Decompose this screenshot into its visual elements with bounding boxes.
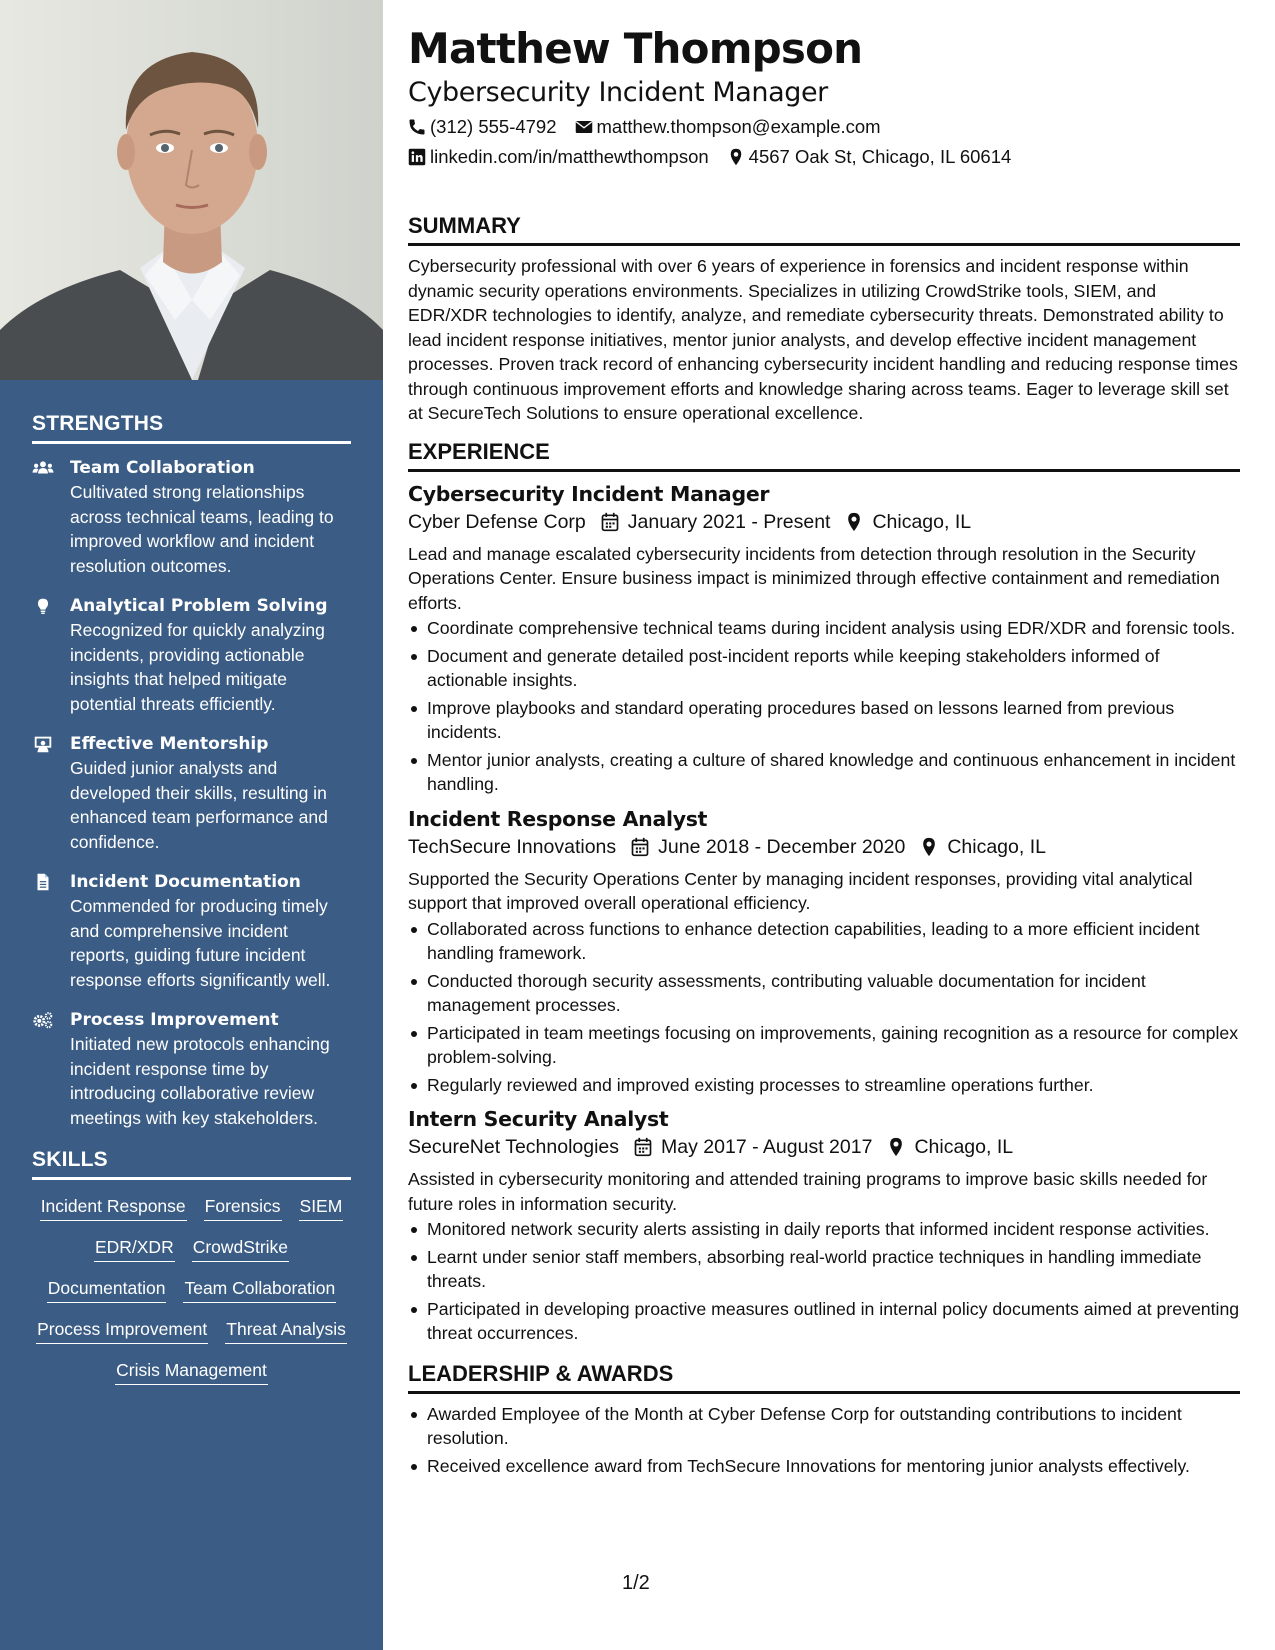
bullet-item: Document and generate detailed post-incident reports while keeping stakeholders informed of actionable insights. <box>408 644 1240 693</box>
page-number: 1/2 <box>622 1572 650 1594</box>
skill-tag: Process Improvement <box>36 1317 208 1344</box>
skill-tag: SIEM <box>299 1194 344 1221</box>
job-description: Supported the Security Operations Center by managing incident responses, providing vital analytical support that improved overall operational efficiency. <box>408 868 1193 913</box>
job-bullets <box>408 616 1240 797</box>
strengths-heading: STRENGTHS <box>32 412 351 444</box>
phone-icon <box>408 118 426 136</box>
contact-row <box>408 114 1240 140</box>
linkedin-text[interactable]: linkedin.com/in/matthewthompson <box>430 146 709 167</box>
gears-icon <box>32 1011 54 1029</box>
main-content <box>408 22 1240 1481</box>
sidebar <box>0 0 383 1650</box>
strength-title: Effective Mentorship <box>70 734 269 754</box>
job-meta <box>408 1133 1240 1161</box>
summary-heading: SUMMARY <box>408 212 1240 246</box>
job-location-text: Chicago, IL <box>872 510 972 533</box>
users-icon <box>32 459 54 477</box>
job-entry <box>408 805 1240 1098</box>
skill-tag: EDR/XDR <box>94 1235 175 1262</box>
strength-title: Process Improvement <box>70 1010 279 1030</box>
skill-tag: Forensics <box>204 1194 282 1221</box>
bullet-item: Conducted thorough security assessments, contributing valuable documentation for incident management processes. <box>408 969 1240 1018</box>
bullet-item: Coordinate comprehensive technical teams during incident analysis using EDR/XDR and forensic tools. <box>408 616 1240 641</box>
strength-item <box>32 1008 351 1130</box>
leadership-bullets <box>408 1402 1240 1479</box>
job-meta <box>408 508 1240 536</box>
map-pin-icon <box>727 148 745 166</box>
job-dates-text: June 2018 - December 2020 <box>658 835 906 858</box>
strength-item <box>32 870 351 992</box>
summary-text: Cybersecurity professional with over 6 years of experience in forensics and incident response within dynamic security operations environments. Specializes in utilizing CrowdStrike tools, SIEM, and EDR/XDR technologies to identify, analyze, and remediate cybersecurity threats. Demonstrated ability to lead incident response initiatives, mentor junior analysts, and develop effective incident management processes. Proven track record of enhancing cybersecurity incident handling and reducing response times through continuous improvement efforts and knowledge sharing across teams. Eager to leverage skill set at SecureTech Solutions to ensure operational excellence. <box>408 256 1238 423</box>
skill-tag: Team Collaboration <box>183 1276 336 1303</box>
strength-desc: Cultivated strong relationships across technical teams, leading to improved workflow and incident resolution outcomes. <box>70 482 334 576</box>
strength-item <box>32 732 351 854</box>
map-pin-icon <box>919 837 939 857</box>
document-icon <box>32 873 54 891</box>
candidate-name: Matthew Thompson <box>408 24 863 73</box>
phone-text: (312) 555-4792 <box>430 116 557 137</box>
skill-tag: Threat Analysis <box>225 1317 347 1344</box>
bullet-item: Awarded Employee of the Month at Cyber Defense Corp for outstanding contributions to incident resolution. <box>408 1402 1240 1451</box>
job-description: Assisted in cybersecurity monitoring and attended training programs to improve basic skills needed for future roles in information security. <box>408 1169 1208 1214</box>
job-company: SecureNet Technologies <box>408 1136 620 1158</box>
calendar-icon <box>633 1137 653 1157</box>
strength-title: Team Collaboration <box>70 458 255 478</box>
address-contact <box>727 144 1012 170</box>
skill-tag: Incident Response <box>40 1194 187 1221</box>
job-location <box>886 1133 1013 1161</box>
job-title: Cybersecurity Incident Manager <box>408 481 770 506</box>
candidate-title: Cybersecurity Incident Manager <box>408 77 828 108</box>
skill-tag: Crisis Management <box>115 1358 268 1385</box>
skill-tag: CrowdStrike <box>192 1235 289 1262</box>
map-pin-icon <box>844 512 864 532</box>
bullet-item: Learnt under senior staff members, absorbing real-world practice techniques in handling immediate threats. <box>408 1245 1240 1294</box>
calendar-icon <box>600 512 620 532</box>
job-description: Lead and manage escalated cybersecurity incidents from detection through resolution in the Security Operations Center. Ensure business impact is minimized through effective containment and remediation efforts. <box>408 543 1220 613</box>
envelope-icon <box>575 118 593 136</box>
strength-title: Incident Documentation <box>70 872 301 892</box>
job-entry <box>408 480 1240 797</box>
skill-tag: Documentation <box>47 1276 167 1303</box>
job-bullets <box>408 1217 1240 1346</box>
job-company: TechSecure Innovations <box>408 835 617 858</box>
calendar-icon <box>630 837 650 857</box>
job-company: Cyber Defense Corp <box>408 510 586 533</box>
email-contact[interactable] <box>575 114 881 140</box>
contact-row <box>408 144 1240 170</box>
profile-photo <box>0 0 383 380</box>
job-location <box>919 833 1046 861</box>
bullet-item: Monitored network security alerts assisting in daily reports that informed incident response activities. <box>408 1217 1240 1242</box>
bullet-item: Participated in team meetings focusing on improvements, gaining recognition as a resource for complex problem-solving. <box>408 1021 1240 1070</box>
skills-heading: SKILLS <box>32 1148 351 1180</box>
job-dates <box>630 833 905 861</box>
strength-desc: Initiated new protocols enhancing incident response time by introducing collaborative review meetings with key stakeholders. <box>70 1034 330 1128</box>
job-dates-text: May 2017 - August 2017 <box>661 1136 873 1158</box>
teacher-icon <box>32 735 54 753</box>
job-meta <box>408 833 1240 861</box>
linkedin-contact[interactable] <box>408 144 709 170</box>
job-dates-text: January 2021 - Present <box>627 510 831 533</box>
bullet-item: Mentor junior analysts, creating a culture of shared knowledge and continuous enhancement in incident handling. <box>408 748 1240 797</box>
job-location-text: Chicago, IL <box>947 835 1046 858</box>
strength-item <box>32 594 351 716</box>
email-text[interactable]: matthew.thompson@example.com <box>596 116 881 137</box>
bullet-item: Participated in developing proactive measures outlined in internal policy documents aimed at preventing threat occurrences. <box>408 1297 1240 1346</box>
strength-desc: Commended for producing timely and comprehensive incident reports, guiding future incident response efforts significantly well. <box>70 896 331 990</box>
job-dates <box>633 1133 872 1161</box>
leadership-heading: LEADERSHIP & AWARDS <box>408 1360 1240 1394</box>
phone-contact <box>408 114 557 140</box>
bullet-item: Improve playbooks and standard operating procedures based on lessons learned from previous incidents. <box>408 696 1240 745</box>
job-location-text: Chicago, IL <box>914 1136 1014 1158</box>
strength-item <box>32 456 351 578</box>
linkedin-icon <box>408 148 426 166</box>
job-title: Intern Security Analyst <box>408 1107 669 1131</box>
sidebar-content <box>32 412 351 1385</box>
address-text: 4567 Oak St, Chicago, IL 60614 <box>748 146 1012 167</box>
skills-list <box>32 1194 351 1385</box>
bullet-item: Collaborated across functions to enhance detection capabilities, leading to a more efficient incident handling framework. <box>408 917 1240 966</box>
job-title: Incident Response Analyst <box>408 806 708 831</box>
experience-heading: EXPERIENCE <box>408 438 1240 472</box>
map-pin-icon <box>886 1137 906 1157</box>
job-entry <box>408 1105 1240 1346</box>
job-dates <box>600 508 831 536</box>
strength-desc: Guided junior analysts and developed their skills, resulting in enhanced team performance and confidence. <box>70 758 328 852</box>
job-bullets <box>408 917 1240 1098</box>
bullet-item: Regularly reviewed and improved existing processes to streamline operations further. <box>408 1073 1240 1098</box>
strength-title: Analytical Problem Solving <box>70 596 328 616</box>
strength-desc: Recognized for quickly analyzing incidents, providing actionable insights that helped mitigate potential threats efficiently. <box>70 620 325 714</box>
lightbulb-icon <box>32 597 54 615</box>
job-location <box>844 508 971 536</box>
bullet-item: Received excellence award from TechSecure Innovations for mentoring junior analysts effectively. <box>408 1454 1240 1479</box>
